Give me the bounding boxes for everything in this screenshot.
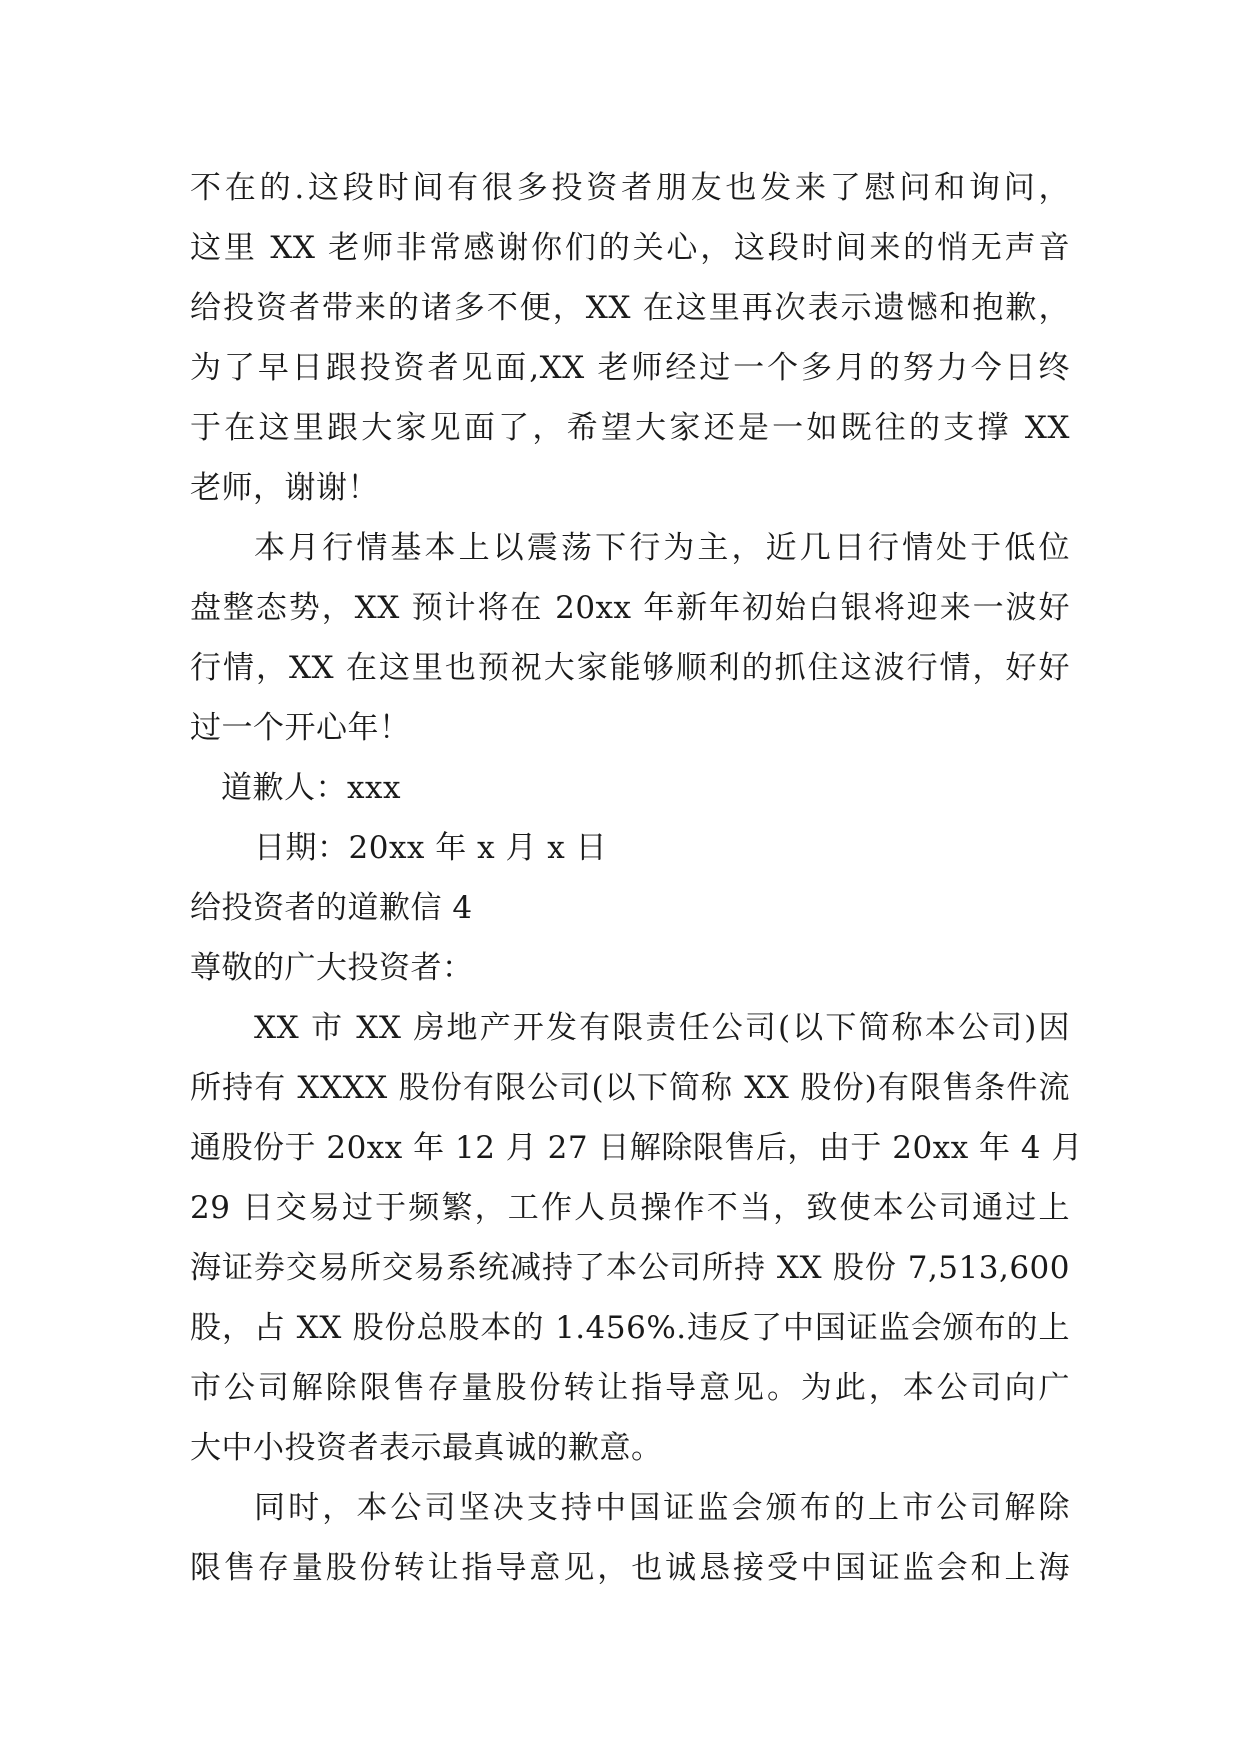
text-line: 给投资者带来的诸多不便，XX 在这里再次表示遗憾和抱歉， xyxy=(190,290,1070,326)
text-line: 海证券交易所交易系统减持了本公司所持 XX 股份 7,513,600 xyxy=(190,1250,1070,1286)
text-line: 这里 XX 老师非常感谢你们的关心，这段时间来的悄无声音 xyxy=(190,230,1070,266)
text-line: 为了早日跟投资者见面,XX 老师经过一个多月的努力今日终 xyxy=(190,350,1070,386)
text-line: 行情，XX 在这里也预祝大家能够顺利的抓住这波行情，好好 xyxy=(190,650,1070,686)
text-line: 所持有 XXXX 股份有限公司(以下简称 XX 股份)有限售条件流 xyxy=(190,1070,1070,1106)
salutation: 尊敬的广大投资者： xyxy=(190,950,474,986)
paragraph-market xyxy=(190,518,1070,758)
text-line: 本月行情基本上以震荡下行为主，近几日行情处于低位 xyxy=(254,530,1070,566)
paragraph-continuation xyxy=(190,158,1070,518)
section-title: 给投资者的道歉信 4 xyxy=(190,890,473,926)
text-line: 29 日交易过于频繁，工作人员操作不当，致使本公司通过上 xyxy=(190,1190,1070,1226)
text-line: XX 市 XX 房地产开发有限责任公司(以下简称本公司)因 xyxy=(254,1010,1070,1046)
paragraph-apology xyxy=(190,998,1083,1478)
text-line: 限售存量股份转让指导意见，也诚恳接受中国证监会和上海 xyxy=(190,1550,1070,1586)
text-line: 市公司解除限售存量股份转让指导意见。为此，本公司向广 xyxy=(190,1370,1070,1406)
signature: 道歉人：xxx xyxy=(221,770,401,806)
date-line: 日期：20xx 年 x 月 x 日 xyxy=(254,830,608,866)
text-line: 股，占 XX 股份总股本的 1.456%.违反了中国证监会颁布的上 xyxy=(190,1310,1070,1346)
text-line: 不在的.这段时间有很多投资者朋友也发来了慰问和询问， xyxy=(190,170,1070,206)
text-line: 过一个开心年！ xyxy=(190,710,411,746)
text-line: 盘整态势，XX 预计将在 20xx 年新年初始白银将迎来一波好 xyxy=(190,590,1070,626)
paragraph-support xyxy=(190,1478,1070,1598)
text-line: 通股份于 20xx 年 12 月 27 日解除限售后，由于 20xx 年 4 月 xyxy=(190,1130,1083,1166)
text-line: 老师，谢谢！ xyxy=(190,470,379,506)
document-body xyxy=(190,158,1083,1598)
text-line: 大中小投资者表示最真诚的歉意。 xyxy=(190,1430,663,1466)
text-line: 于在这里跟大家见面了，希望大家还是一如既往的支撑 XX xyxy=(190,410,1070,446)
text-line: 同时，本公司坚决支持中国证监会颁布的上市公司解除 xyxy=(254,1490,1070,1526)
